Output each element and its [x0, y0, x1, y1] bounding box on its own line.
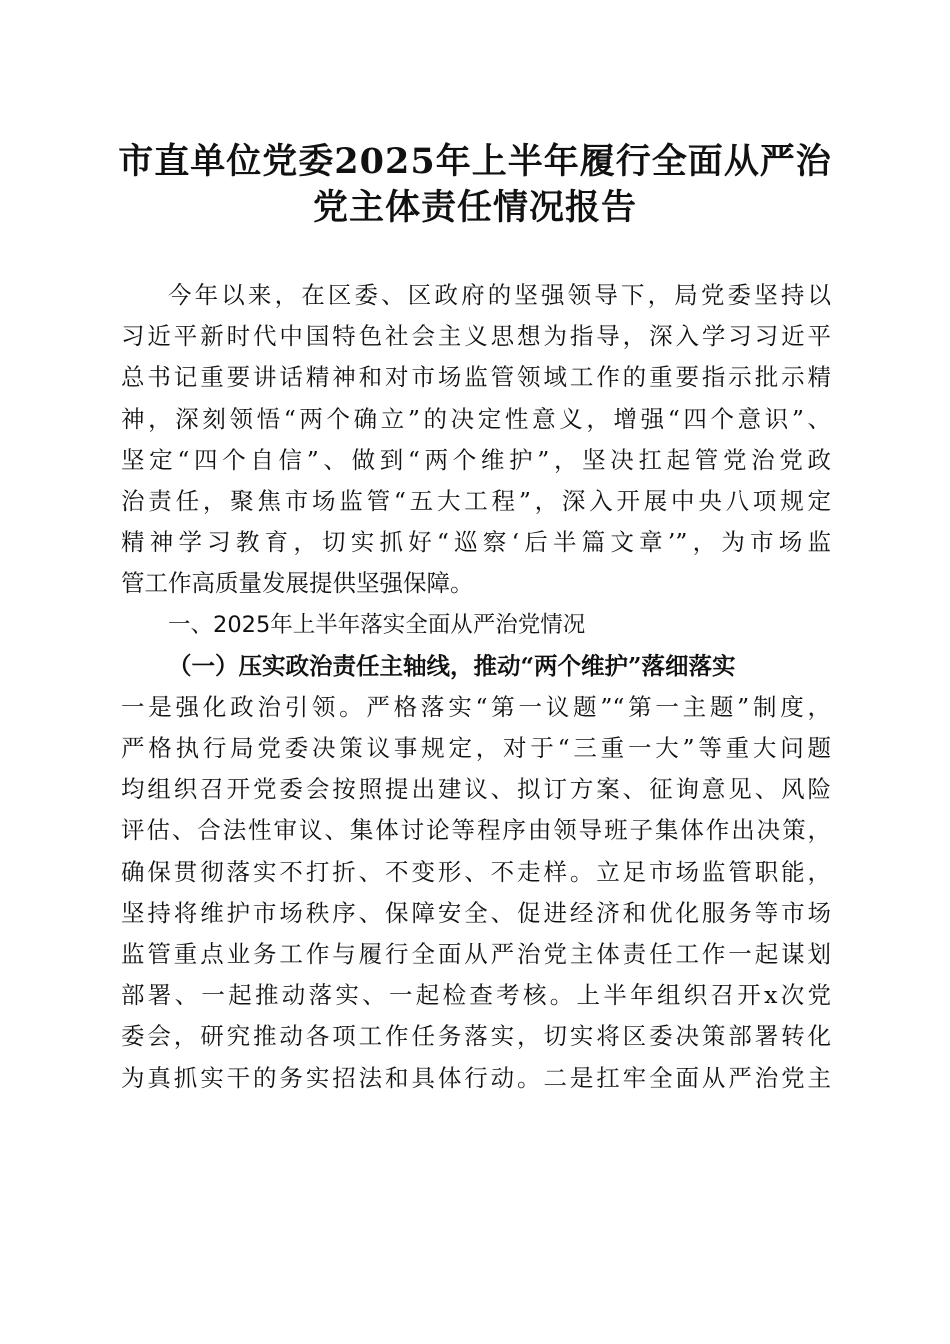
- paragraph-line: 习近平新时代中国特色社会主义思想为指导，深入学习习近平: [121, 322, 831, 351]
- paragraph-line: 坚持将维护市场秩序、保障安全、促进经济和优化服务等市场: [121, 898, 831, 927]
- paragraph-line: 总书记重要讲话精神和对市场监管领域工作的重要指示批示精: [121, 363, 831, 392]
- paragraph-line: 坚定“四个自信”、做到“两个维护”，坚决扛起管党治党政: [121, 445, 831, 474]
- paragraph-line: 部署、一起推动落实、一起检查考核。上半年组织召开x次党: [121, 981, 831, 1010]
- paragraph-line: 评估、合法性审议、集体讨论等程序由领导班子集体作出决策，: [121, 816, 831, 845]
- document-body: [121, 275, 831, 1099]
- paragraph-line: 治责任，聚焦市场监管“五大工程”，深入开展中央八项规定: [121, 486, 831, 515]
- paragraph-line: 确保贯彻落实不打折、不变形、不走样。立足市场监管职能，: [121, 857, 831, 886]
- paragraph-line: 今年以来，在区委、区政府的坚强领导下，局党委坚持以: [168, 281, 831, 309]
- paragraph-line: 监管重点业务工作与履行全面从严治党主体责任工作一起谋划: [121, 940, 831, 968]
- paragraph-line: 管工作高质量发展提供坚强保障。: [121, 569, 474, 598]
- document-title-line-1: 市直单位党委2025年上半年履行全面从严治: [118, 141, 832, 182]
- paragraph-line: 一是强化政治引领。严格落实“第一议题”“第一主题”制度，: [121, 692, 831, 721]
- paragraph-line: 均组织召开党委会按照提出建议、拟订方案、征询意见、风险: [121, 775, 831, 804]
- document-title-line-2: 党主体责任情况报告: [312, 187, 637, 228]
- paragraph-line: 为真抓实干的务实招法和具体行动。二是扛牢全面从严治党主: [121, 1063, 831, 1092]
- paragraph-line: 精神学习教育，切实抓好“巡察‘后半篇文章’”，为市场监: [121, 528, 831, 557]
- section-heading: 一、2025年上半年落实全面从严治党情况: [168, 611, 586, 638]
- paragraph-line: 委会，研究推动各项工作任务落实，切实将区委决策部署转化: [121, 1022, 831, 1051]
- subsection-heading: （一）压实政治责任主轴线，推动“两个维护”落细落实: [168, 651, 736, 680]
- paragraph-line: 神，深刻领悟“两个确立”的决定性意义，增强“四个意识”、: [121, 404, 831, 433]
- paragraph-line: 严格执行局党委决策议事规定，对于“三重一大”等重大问题: [121, 734, 831, 763]
